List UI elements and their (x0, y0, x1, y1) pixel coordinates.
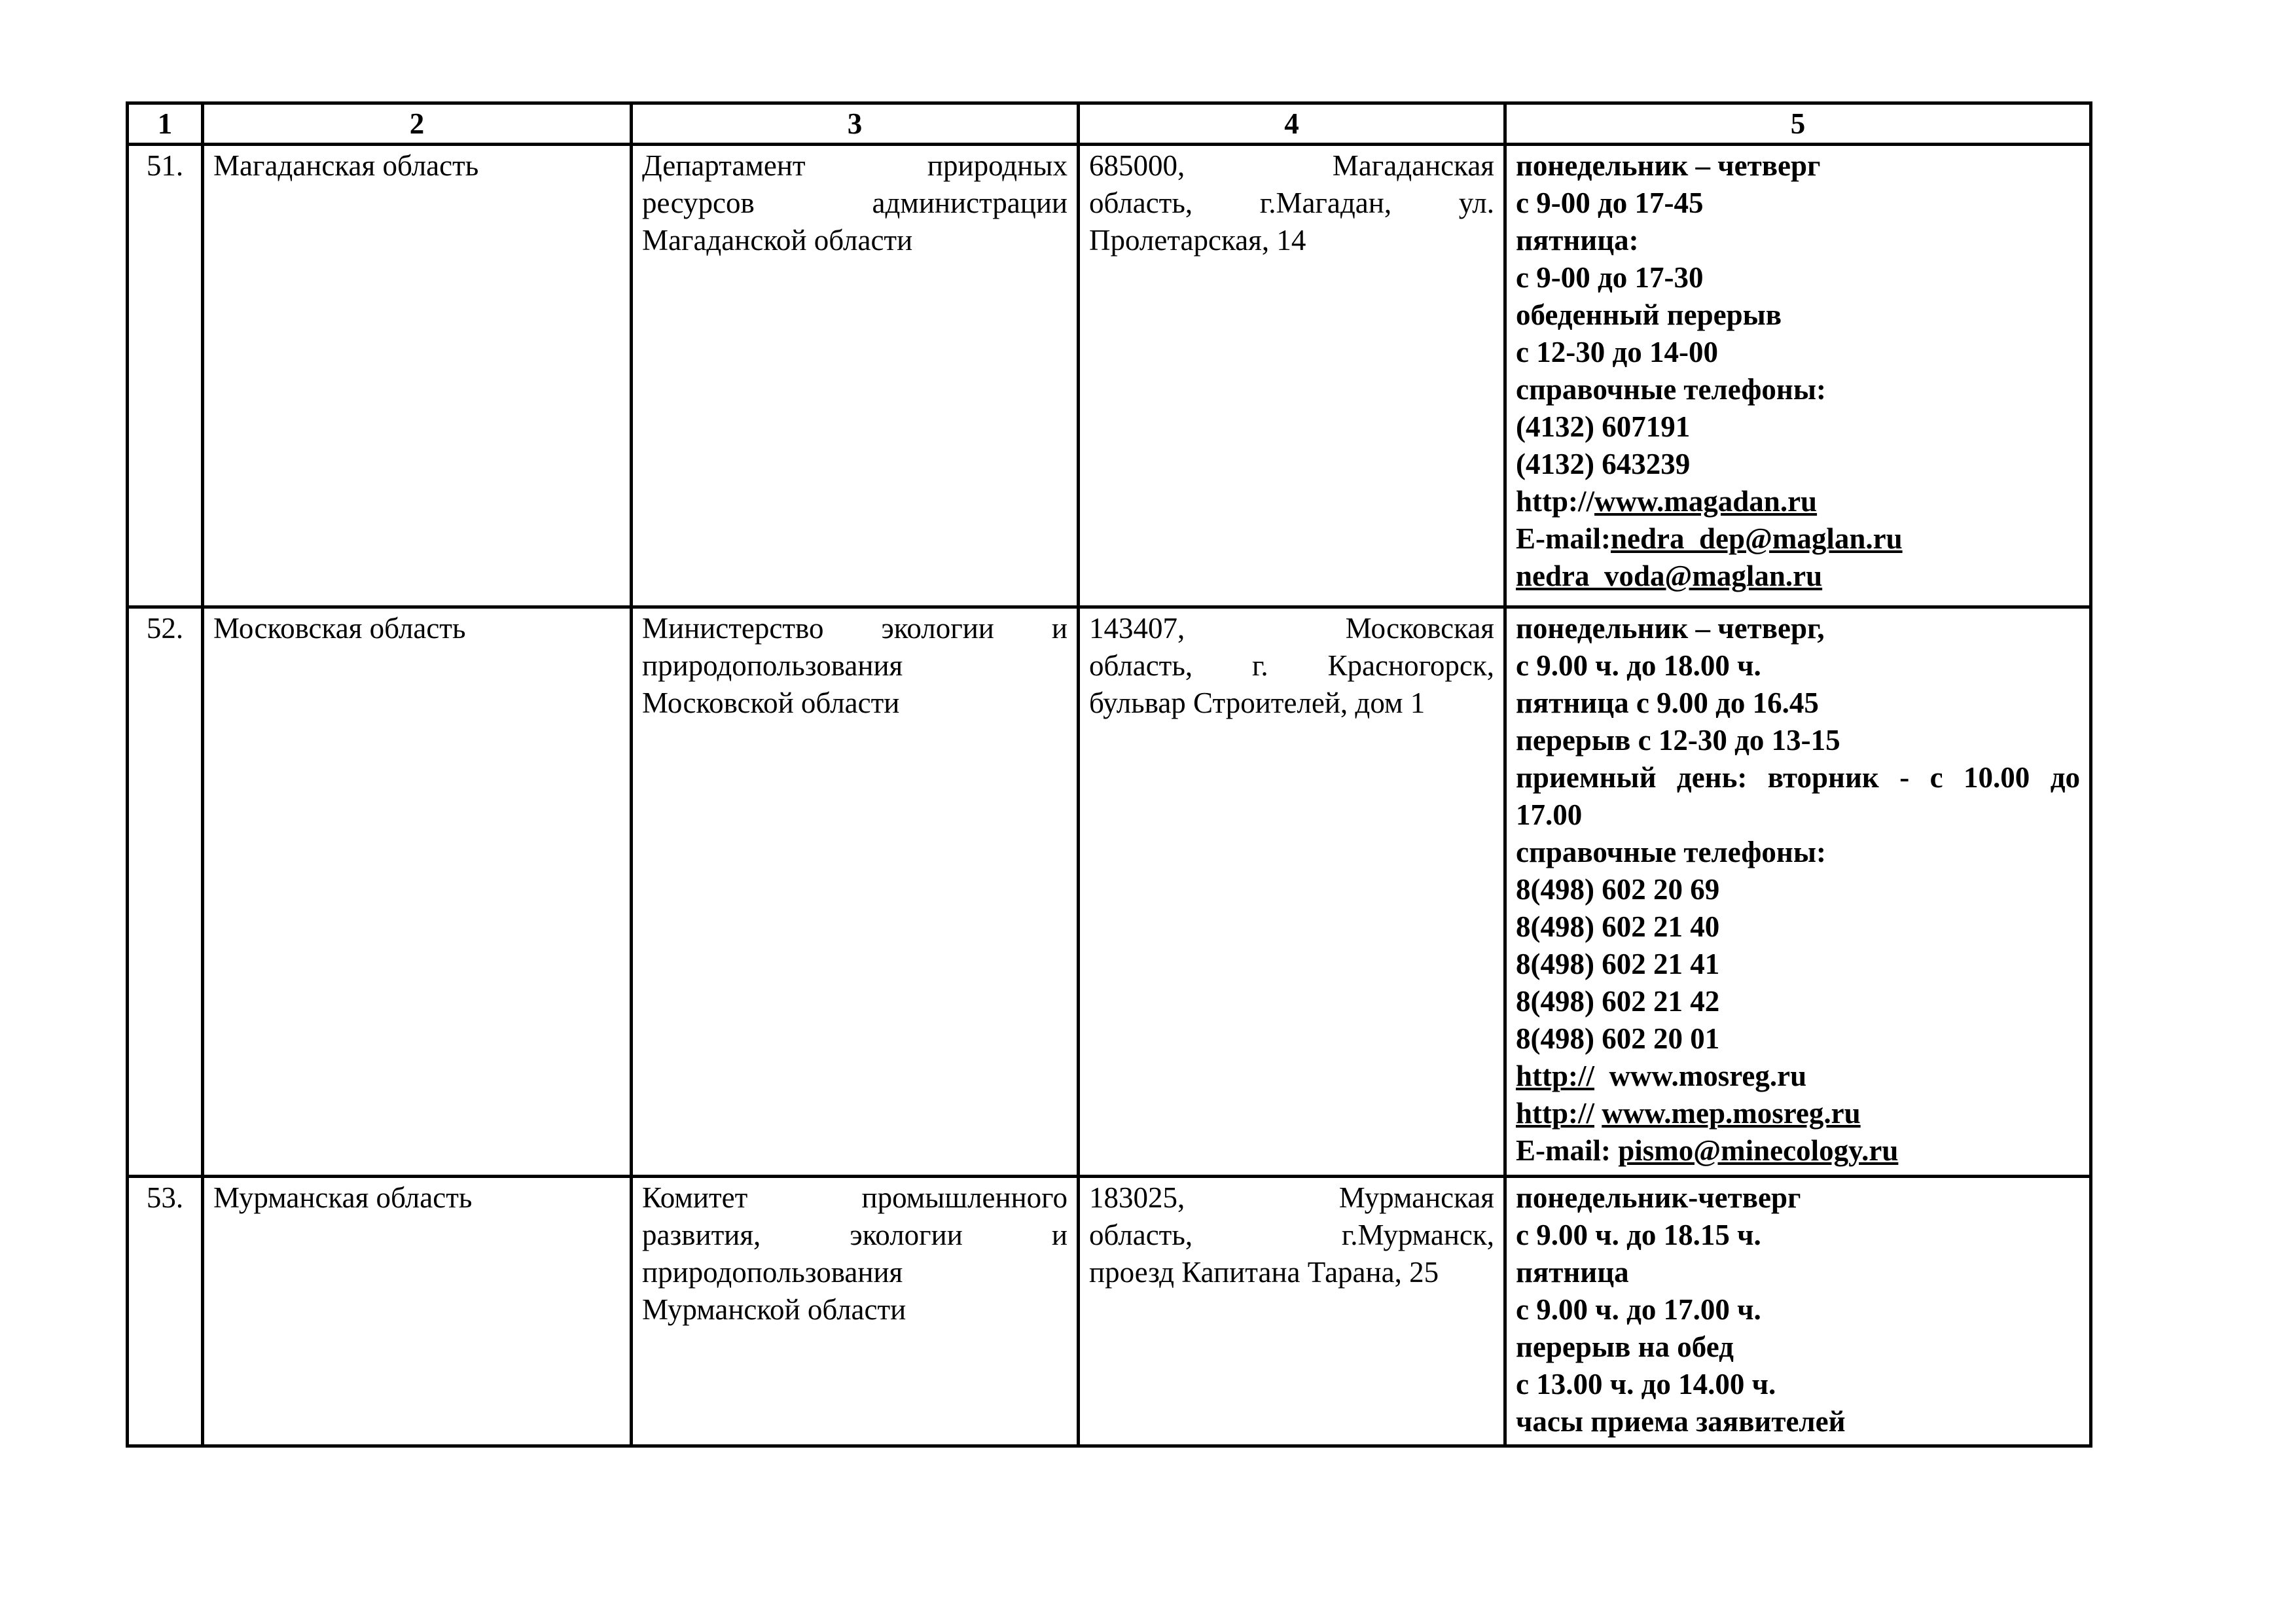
header-cell-5: 5 (1505, 103, 2091, 145)
phone-number: (4132) 607191 (1516, 410, 1691, 443)
region-name: Московская область (203, 607, 632, 1177)
website-line (1516, 1058, 2080, 1095)
schedule-line: с 9-00 до 17-45 (1516, 187, 1704, 219)
organization-line: Мурманской области (642, 1293, 906, 1326)
schedule-line: пятница: (1516, 224, 1639, 257)
website-line (1516, 1095, 2080, 1132)
registry-table (126, 101, 2092, 1448)
organization-name (632, 145, 1079, 607)
schedule-line: обеденный перерыв (1516, 298, 1782, 331)
header-cell-4: 4 (1079, 103, 1505, 145)
organization-line: Министерство экологии и (642, 612, 1067, 645)
schedule-line: с 9.00 ч. до 18.15 ч. (1516, 1219, 1761, 1251)
schedule-line: часы приема заявителей (1516, 1405, 1846, 1438)
address-line: 143407, Московская (1089, 612, 1494, 645)
address-line: область, г. Красногорск, (1089, 649, 1494, 682)
email-line (1516, 520, 2080, 558)
address-line: проезд Капитана Тарана, 25 (1089, 1256, 1439, 1289)
phones-label: справочные телефоны: (1516, 836, 1826, 868)
organization-line: Департамент природных (642, 149, 1067, 182)
phone-number: 8(498) 602 20 69 (1516, 873, 1720, 906)
address (1079, 1177, 1505, 1446)
schedule-contacts (1505, 607, 2091, 1177)
organization-line: природопользования (642, 649, 903, 682)
region-name: Магаданская область (203, 145, 632, 607)
table-row (128, 1177, 2091, 1446)
phone-number: 8(498) 602 21 40 (1516, 910, 1720, 943)
schedule-line: с 9-00 до 17-30 (1516, 261, 1704, 294)
email-prefix: E-mail: (1516, 522, 1611, 555)
header-cell-3: 3 (632, 103, 1079, 145)
phone-number: 8(498) 602 21 41 (1516, 948, 1720, 980)
schedule-line: перерыв с 12-30 до 13-15 (1516, 724, 1840, 757)
email-line (1516, 558, 2080, 595)
phone-number: 8(498) 602 21 42 (1516, 985, 1720, 1018)
website-link[interactable]: www.mep.mosreg.ru (1602, 1097, 1861, 1130)
website-prefix[interactable]: http:// (1516, 1097, 1595, 1130)
organization-line: развития, экологии и (642, 1219, 1067, 1251)
email-link[interactable]: nedra_voda@maglan.ru (1516, 560, 1823, 592)
header-cell-2: 2 (203, 103, 632, 145)
address-line: бульвар Строителей, дом 1 (1089, 687, 1426, 719)
schedule-line: приемный день: вторник - с 10.00 до (1516, 761, 2080, 794)
website-text: www.mosreg.ru (1609, 1060, 1807, 1092)
row-number: 53. (128, 1177, 203, 1446)
address (1079, 145, 1505, 607)
schedule-line: 17.00 (1516, 798, 1583, 831)
organization-line: природопользования (642, 1256, 903, 1289)
organization-name (632, 1177, 1079, 1446)
schedule-contacts (1505, 1177, 2091, 1446)
schedule-line: пятница с 9.00 до 16.45 (1516, 687, 1819, 719)
region-name: Мурманская область (203, 1177, 632, 1446)
phones-label: справочные телефоны: (1516, 373, 1826, 406)
website-link[interactable]: www.magadan.ru (1594, 485, 1818, 518)
row-number: 51. (128, 145, 203, 607)
address-line: область, г.Мурманск, (1089, 1219, 1494, 1251)
table-row (128, 607, 2091, 1177)
address-line: 685000, Магаданская (1089, 149, 1494, 182)
organization-name (632, 607, 1079, 1177)
row-number: 52. (128, 607, 203, 1177)
table-row (128, 145, 2091, 607)
organization-line: Московской области (642, 687, 900, 719)
schedule-line: перерыв на обед (1516, 1330, 1734, 1363)
address-line: область, г.Магадан, ул. (1089, 187, 1494, 219)
phone-number: 8(498) 602 20 01 (1516, 1022, 1720, 1055)
email-prefix: E-mail: (1516, 1134, 1611, 1167)
address-line: 183025, Мурманская (1089, 1181, 1494, 1214)
organization-line: Магаданской области (642, 224, 913, 257)
email-line (1516, 1132, 2080, 1169)
schedule-line: понедельник-четверг (1516, 1181, 1801, 1214)
phone-number: (4132) 643239 (1516, 448, 1691, 480)
header-row (128, 103, 2091, 145)
schedule-line: с 12-30 до 14-00 (1516, 336, 1718, 368)
schedule-line: с 13.00 ч. до 14.00 ч. (1516, 1368, 1776, 1400)
schedule-line: с 9.00 ч. до 18.00 ч. (1516, 649, 1761, 682)
website-line (1516, 483, 2080, 520)
header-cell-1: 1 (128, 103, 203, 145)
schedule-line: понедельник – четверг, (1516, 612, 1825, 645)
schedule-line: понедельник – четверг (1516, 149, 1821, 182)
website-prefix[interactable]: http:// (1516, 1060, 1595, 1092)
address (1079, 607, 1505, 1177)
schedule-line: с 9.00 ч. до 17.00 ч. (1516, 1293, 1761, 1326)
schedule-line: пятница (1516, 1256, 1629, 1289)
email-link[interactable]: nedra_dep@maglan.ru (1610, 522, 1903, 555)
address-line: Пролетарская, 14 (1089, 224, 1306, 257)
organization-line: ресурсов администрации (642, 187, 1067, 219)
website-prefix: http:// (1516, 485, 1595, 518)
email-link[interactable]: pismo@minecology.ru (1618, 1134, 1899, 1167)
schedule-contacts (1505, 145, 2091, 607)
organization-line: Комитет промышленного (642, 1181, 1067, 1214)
